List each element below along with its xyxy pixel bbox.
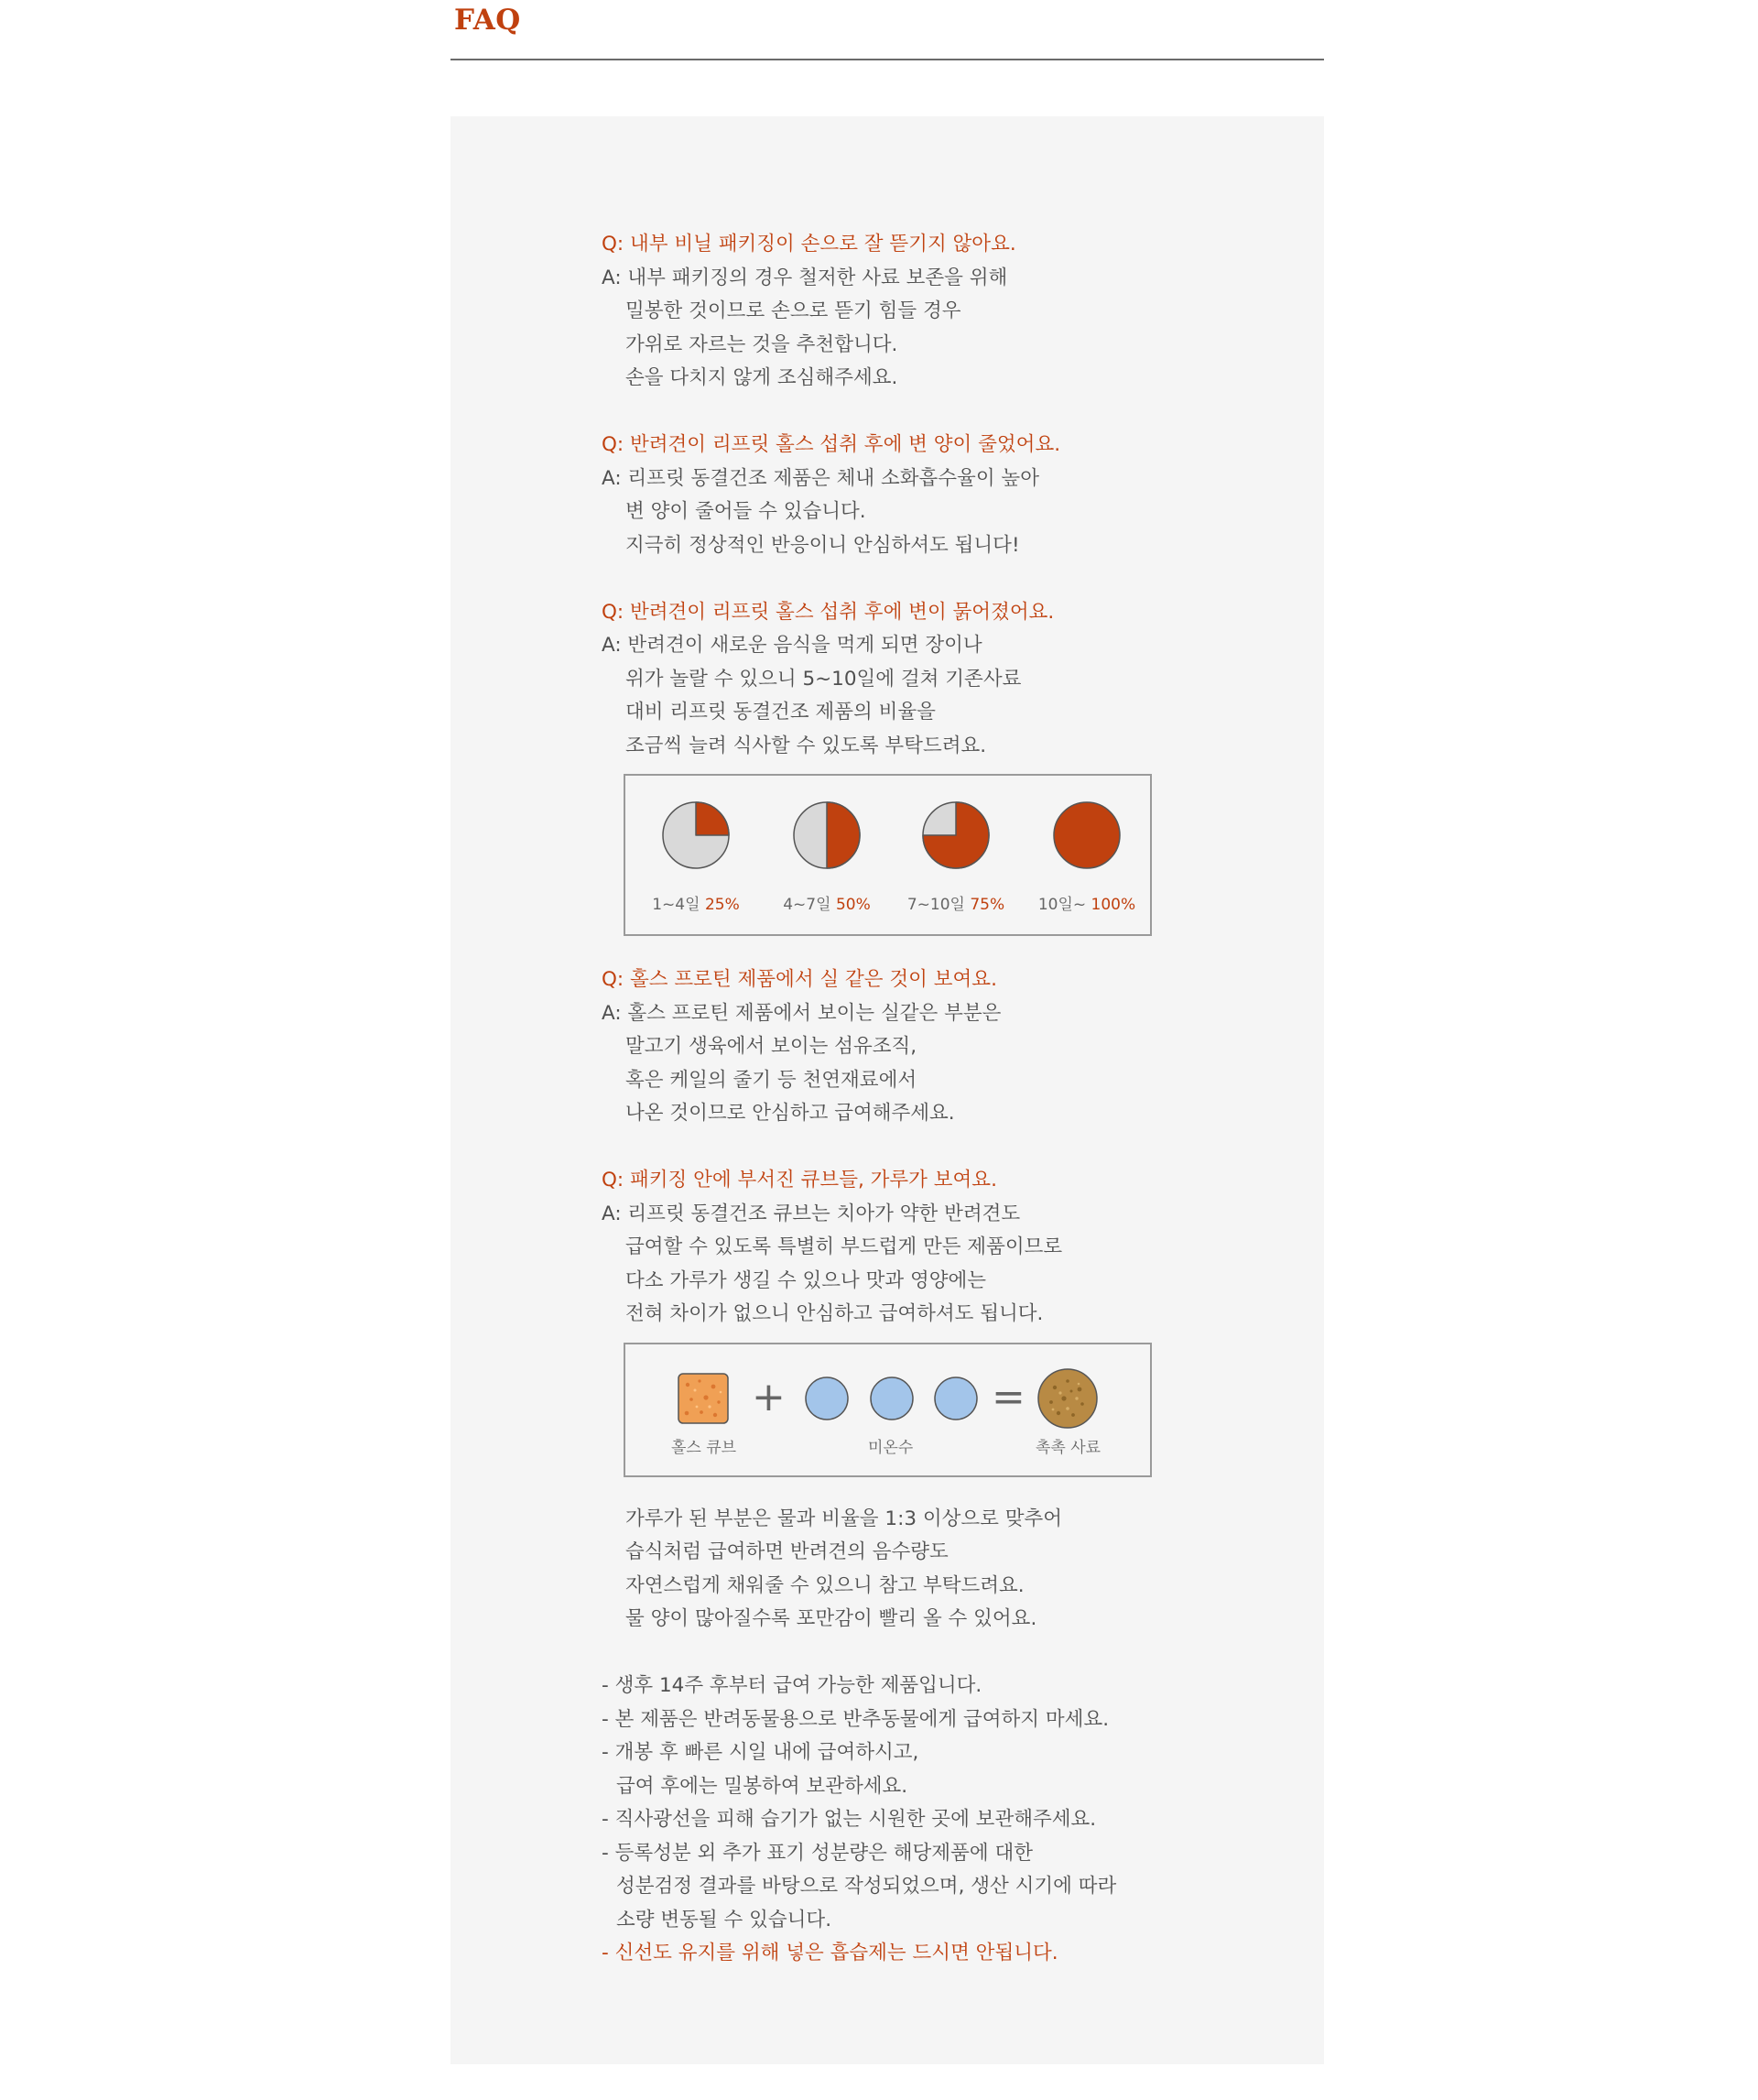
pie-percent: 25%	[704, 896, 740, 914]
faq-answer-line: A: 반려견이 새로운 음식을 먹게 되면 장이나	[602, 634, 982, 657]
pie-item	[636, 800, 755, 914]
pie-label	[1027, 891, 1146, 914]
faq-answer-line: 손을 다치지 않게 조심해주세요.	[625, 366, 898, 389]
faq-item	[602, 963, 1188, 1131]
ratio-pie-diagram	[624, 774, 1152, 936]
guidance-line: 물 양이 많아질수록 포만감이 빨리 올 수 있어요.	[625, 1607, 1037, 1630]
wet-food-icon	[1036, 1367, 1099, 1430]
faq-item	[602, 228, 1188, 396]
note-item: - 본 제품은 반려동물용으로 반추동물에게 급여하지 마세요.	[602, 1707, 1110, 1731]
pie-period: 1~4일	[652, 896, 700, 914]
plus-sign: +	[752, 1373, 786, 1420]
note-item: - 직사광선을 피해 습기가 없는 시원한 곳에 보관해주세요.	[602, 1808, 1097, 1831]
faq-answer-line: A: 홀스 프로틴 제품에서 보이는 실같은 부분은	[602, 1001, 1002, 1025]
pie-label	[636, 891, 755, 914]
faq-question: Q: 홀스 프로틴 제품에서 실 같은 것이 보여요.	[602, 968, 997, 991]
faq-answer-line: 조금씩 늘려 식사할 수 있도록 부탁드려요.	[625, 734, 987, 757]
faq-question: Q: 내부 비닐 패키징이 손으로 잘 뜯기지 않아요.	[602, 233, 1016, 256]
water-label: 미온수	[868, 1438, 914, 1457]
faq-answer-line: 말고기 생육에서 보이는 섬유조직,	[625, 1035, 917, 1058]
pie-item	[896, 800, 1015, 914]
faq-answer-line: 위가 놀랄 수 있으니 5~10일에 걸쳐 기존사료	[625, 667, 1022, 691]
pie-period: 7~10일	[906, 896, 965, 914]
faq-answer-line: A: 내부 패키징의 경우 철저한 사료 보존을 위해	[602, 266, 1008, 289]
pie-percent: 100%	[1091, 896, 1136, 914]
pie-label	[767, 891, 886, 914]
page-header	[450, 0, 1324, 60]
faq-answer-line: A: 리프릿 동결건조 제품은 체내 소화흡수율이 높아	[602, 466, 1039, 490]
note-item-continued: 급여 후에는 밀봉하여 보관하세요.	[616, 1774, 908, 1798]
faq-answer-line: 대비 리프릿 동결건조 제품의 비율을	[625, 701, 936, 724]
pie-chart-icon	[791, 800, 863, 871]
equals-sign: =	[992, 1373, 1026, 1420]
pie-chart-icon	[920, 800, 992, 871]
guidance-line: 습식처럼 급여하면 반려견의 음수량도	[625, 1540, 949, 1563]
faq-item	[602, 429, 1188, 562]
guidance-line: 가루가 된 부분은 물과 비율을 1:3 이상으로 맞추어	[625, 1507, 1063, 1530]
pie-percent: 50%	[835, 896, 871, 914]
water-drop-icon	[869, 1376, 915, 1421]
water-drop-icon	[933, 1376, 979, 1421]
pie-percent: 75%	[970, 896, 1005, 914]
faq-answer-line: 밀봉한 것이므로 손으로 뜯기 힘들 경우	[625, 299, 961, 322]
pie-item	[767, 800, 886, 914]
pie-period: 4~7일	[783, 896, 831, 914]
faq-answer-line: 가위로 자르는 것을 추천합니다.	[625, 332, 898, 356]
faq-answer-line: 전혀 차이가 없으니 안심하고 급여하셔도 됩니다.	[625, 1302, 1044, 1325]
faq-question: Q: 반려견이 리프릿 홀스 섭취 후에 변이 묽어졌어요.	[602, 600, 1055, 624]
pie-chart-icon	[1051, 800, 1123, 871]
mixing-diagram	[624, 1343, 1152, 1477]
water-drop-icon	[804, 1376, 850, 1421]
pie-slice-product	[696, 802, 729, 835]
extra-guidance	[602, 1503, 1188, 1637]
faq-content	[602, 228, 1188, 1971]
pie-item	[1027, 800, 1146, 914]
note-item-continued: 소량 변동될 수 있습니다.	[616, 1908, 832, 1931]
pie-period: 10일~	[1037, 896, 1087, 914]
faq-answer-line: 나온 것이므로 안심하고 급여해주세요.	[625, 1102, 955, 1125]
faq-answer-line: 급여할 수 있도록 특별히 부드럽게 만든 제품이므로	[625, 1235, 1063, 1258]
faq-answer-line: 변 양이 줄어들 수 있습니다.	[625, 500, 866, 523]
note-item: - 개봉 후 빠른 시일 내에 급여하시고,	[602, 1741, 919, 1764]
page-title: FAQ	[454, 4, 521, 37]
note-item: - 등록성분 외 추가 표기 성분량은 해당제품에 대한	[602, 1841, 1033, 1865]
faq-answer-line: 지극히 정상적인 반응이니 안심하셔도 됩니다!	[625, 533, 1020, 557]
notes-list	[602, 1670, 1188, 1971]
pie-label	[896, 891, 1015, 914]
warning-note: - 신선도 유지를 위해 넣은 흡습제는 드시면 안됩니다.	[602, 1942, 1058, 1964]
faq-item	[602, 1164, 1188, 1332]
faq-question: Q: 반려견이 리프릿 홀스 섭취 후에 변 양이 줄었어요.	[602, 433, 1061, 456]
pie-chart-icon	[660, 800, 732, 871]
faq-answer-line: 다소 가루가 생길 수 있으나 맛과 영양에는	[625, 1268, 987, 1292]
note-item: - 생후 14주 후부터 급여 가능한 제품입니다.	[602, 1674, 982, 1697]
faq-answer-line: 혹은 케일의 줄기 등 천연재료에서	[625, 1068, 917, 1092]
cube-icon	[677, 1372, 730, 1425]
pie-slice-product	[1054, 802, 1120, 868]
pie-slice-product	[827, 802, 860, 868]
note-item-continued: 성분검정 결과를 바탕으로 작성되었으며, 생산 시기에 따라	[616, 1875, 1117, 1898]
faq-item	[602, 596, 1188, 764]
faq-panel	[450, 116, 1324, 2064]
cube-label: 홀스 큐브	[671, 1438, 737, 1457]
result-label: 촉촉 사료	[1036, 1438, 1101, 1457]
faq-answer-line: A: 리프릿 동결건조 큐브는 치아가 약한 반려견도	[602, 1202, 1021, 1225]
faq-question: Q: 패키징 안에 부서진 큐브들, 가루가 보여요.	[602, 1169, 997, 1191]
guidance-line: 자연스럽게 채워줄 수 있으니 참고 부탁드려요.	[625, 1573, 1025, 1597]
